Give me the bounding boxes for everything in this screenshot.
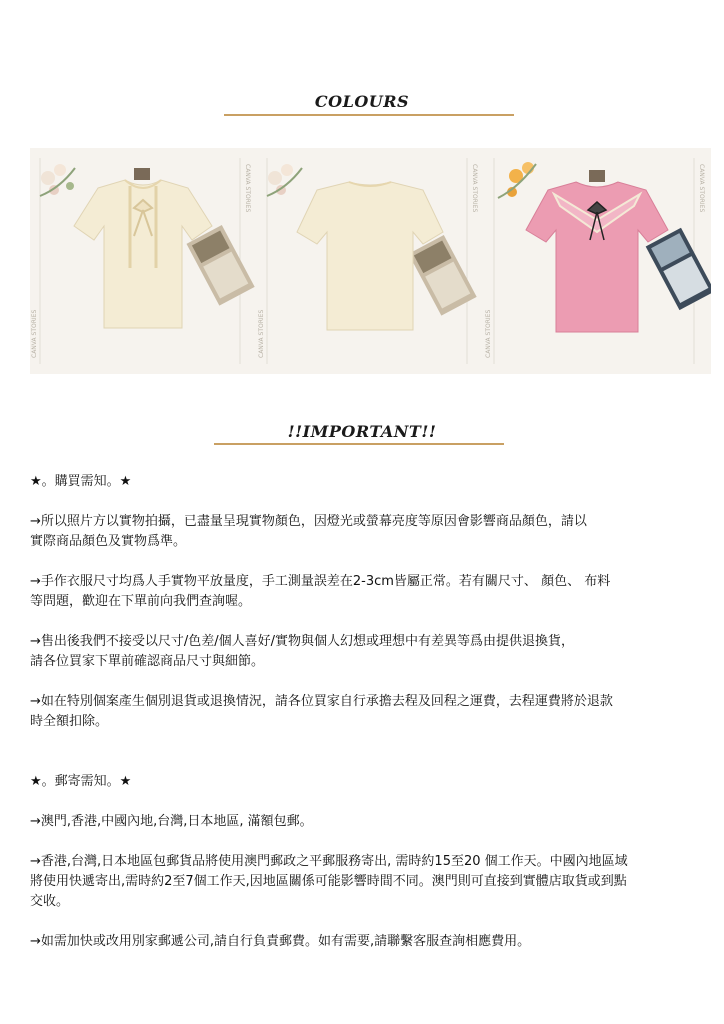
shipping-notice-item: →澳門,香港,中國內地,台灣,日本地區, 滿額包郵。 — [30, 814, 313, 829]
watermark-text: CANVA STORIES — [471, 164, 478, 213]
purchase-notice-section — [30, 472, 690, 732]
colours-divider — [224, 114, 514, 116]
shipping-notice-item: →如需加快或改用別家郵遞公司,請自行負責郵費。如有需要,請聯繫客服查詢相應費用。 — [30, 934, 531, 949]
shipping-notice-item: →香港,台灣,日本地區包郵貨品將使用澳門郵政之平郵服務寄出, 需時約15至20 個工作天。中國內地區域 將使用快遞寄出,需時約2至7個工作天,因地區關係可能影響時間不同。澳門則可直接到實體店取貨或到點 交收。 — [30, 854, 628, 909]
watermark-text: CANVA STORIES — [698, 164, 705, 213]
shipping-notice-title: ★。郵寄需知。★ — [30, 774, 132, 789]
colours-heading: COLOURS — [314, 92, 410, 111]
important-heading: !!IMPORTANT!! — [287, 422, 437, 441]
watermark-text: CANVA STORIES — [485, 309, 492, 358]
watermark-text: CANVA STORIES — [31, 309, 38, 358]
purchase-notice-item: →手作衣服尺寸均爲人手實物平放量度，手工測量誤差在2-3cm皆屬正常。若有關尺寸、 顏色、 布料 等問題，歡迎在下單前向我們查詢喔。 — [30, 574, 611, 609]
watermark-text: CANVA STORIES — [244, 164, 251, 213]
product-photo-pink-front — [484, 148, 711, 374]
purchase-notice-item: →如在特別個案產生個別退貨或退換情況，請各位買家自行承擔去程及回程之運費，去程運費將於退款 時全額扣除。 — [30, 694, 613, 729]
shipping-notice-section — [30, 772, 690, 952]
purchase-notice-title: ★。購買需知。★ — [30, 474, 132, 489]
important-divider — [214, 443, 504, 445]
purchase-notice-item: →售出後我們不接受以尺寸/色差/個人喜好/實物與個人幻想或理想中有差異等爲由提供退換貨， 請各位買家下單前確認商品尺寸與細節。 — [30, 634, 575, 669]
purchase-notice-item: →所以照片方以實物拍攝，已盡量呈現實物顏色，因燈光或螢幕亮度等原因會影響商品顏色，請以 實際商品顏色及實物爲準。 — [30, 514, 587, 549]
watermark-text: CANVA STORIES — [258, 309, 265, 358]
product-photo-cream-back — [257, 148, 484, 374]
product-photo-cream-front — [30, 148, 257, 374]
